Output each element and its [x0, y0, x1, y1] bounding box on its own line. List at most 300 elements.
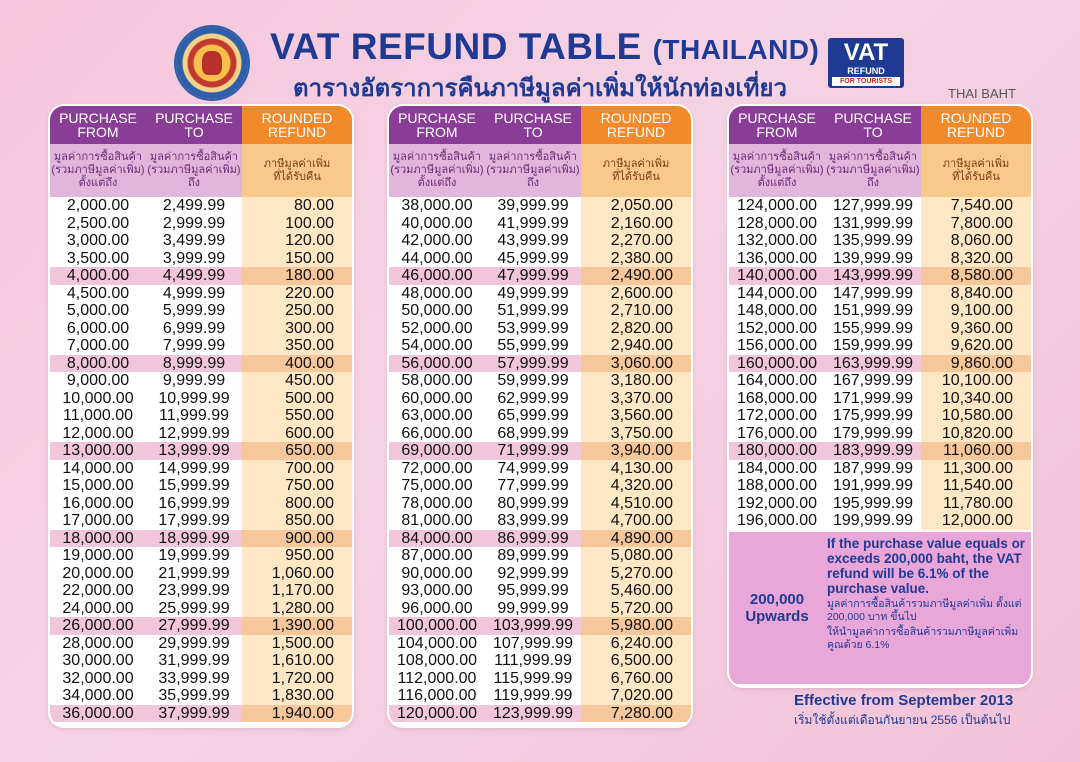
table-row [729, 250, 1031, 268]
purchase-from-cell: 128,000.00 [736, 214, 818, 232]
table-row [50, 617, 352, 635]
table-row [50, 582, 352, 600]
purchase-from-cell: 168,000.00 [736, 389, 818, 407]
purchase-to-cell: 187,999.99 [832, 459, 914, 477]
table-row [50, 652, 352, 670]
refund-cell: 1,830.00 [242, 687, 352, 705]
purchase-to-cell: 37,999.99 [146, 705, 242, 723]
purchase-from-cell: 3,500.00 [66, 249, 130, 267]
header-rounded-refund: ROUNDED REFUND [242, 106, 352, 144]
purchase-to-cell: 199,999.99 [832, 512, 914, 529]
purchase-to-cell: 107,999.99 [492, 634, 574, 652]
refund-cell: 700.00 [242, 460, 352, 478]
purchase-to-cell: 33,999.99 [158, 669, 230, 687]
refund-cell: 300.00 [242, 320, 352, 338]
purchase-from-cell: 148,000.00 [736, 302, 818, 319]
purchase-to-cell: 7,999.99 [162, 337, 226, 354]
refund-cell: 7,540.00 [921, 197, 1031, 215]
refund-cell: 10,820.00 [921, 425, 1031, 443]
table-row [389, 670, 691, 688]
effective-date: Effective from September 2013 [794, 692, 1014, 709]
purchase-to-cell: 15,999.99 [158, 477, 230, 494]
purchase-from-cell: 48,000.00 [401, 284, 473, 302]
table-row [50, 302, 352, 320]
table-row [50, 512, 352, 530]
table-row [50, 547, 352, 565]
refund-cell: 600.00 [242, 425, 352, 443]
table-row [389, 355, 691, 373]
purchase-to-cell: 147,999.99 [832, 284, 914, 302]
purchase-to-cell: 167,999.99 [832, 372, 914, 389]
table-row [50, 372, 352, 390]
purchase-to-cell: 18,999.99 [146, 530, 242, 548]
table-row [50, 267, 352, 285]
purchase-from-cell: 72,000.00 [401, 459, 473, 477]
refund-cell: 5,270.00 [581, 565, 691, 583]
logo-vat-text: VAT [843, 39, 889, 66]
table-row [389, 232, 691, 250]
table-row [50, 425, 352, 443]
purchase-to-cell: 12,999.99 [158, 424, 230, 442]
refund-cell: 250.00 [242, 302, 352, 320]
purchase-to-cell: 29,999.99 [158, 634, 230, 652]
purchase-from-cell: 75,000.00 [401, 477, 473, 494]
refund-cell: 3,560.00 [581, 407, 691, 425]
refund-cell: 4,320.00 [581, 477, 691, 495]
refund-cell: 180.00 [242, 267, 352, 285]
refund-cell: 8,840.00 [921, 285, 1031, 303]
refund-cell: 2,380.00 [581, 250, 691, 268]
refund-cell: 2,270.00 [581, 232, 691, 250]
refund-cell: 950.00 [242, 547, 352, 565]
purchase-to-cell: 151,999.99 [832, 302, 914, 319]
table-row [389, 460, 691, 478]
refund-cell: 3,940.00 [581, 442, 691, 460]
table-body [729, 197, 1031, 530]
purchase-to-cell: 86,999.99 [485, 530, 581, 548]
refund-cell: 3,180.00 [581, 372, 691, 390]
purchase-to-cell: 53,999.99 [497, 319, 569, 337]
purchase-to-cell: 3,499.99 [162, 232, 226, 249]
purchase-from-cell: 32,000.00 [62, 669, 134, 687]
purchase-from-cell: 11,000.00 [63, 407, 133, 424]
purchase-to-cell: 4,499.99 [146, 267, 242, 285]
refund-cell: 8,060.00 [921, 232, 1031, 250]
header-purchase-from-thai: มูลค่าการซื้อสินค้า (รวมภาษีมูลค่าเพิ่ม) ตั้งแต่ถึง [389, 144, 485, 197]
purchase-to-cell: 92,999.99 [497, 564, 569, 582]
table-row [50, 390, 352, 408]
purchase-to-cell: 115,999.99 [493, 669, 573, 687]
refund-cell: 7,020.00 [581, 687, 691, 705]
purchase-to-cell: 119,999.99 [493, 687, 573, 704]
purchase-from-cell: 192,000.00 [736, 494, 818, 512]
purchase-from-cell: 16,000.00 [62, 494, 134, 512]
purchase-to-cell: 139,999.99 [832, 249, 914, 267]
refund-cell: 1,610.00 [242, 652, 352, 670]
table-row [729, 215, 1031, 233]
table-header [729, 106, 1031, 197]
table-row [729, 267, 1031, 285]
refund-cell: 2,820.00 [581, 320, 691, 338]
purchase-to-cell: 39,999.99 [497, 197, 569, 214]
purchase-to-cell: 74,999.99 [497, 459, 569, 477]
purchase-to-cell: 123,999.99 [485, 705, 581, 723]
table-row [729, 512, 1031, 530]
table-row [729, 407, 1031, 425]
refund-cell: 220.00 [242, 285, 352, 303]
purchase-to-cell: 95,999.99 [497, 582, 569, 599]
table-row [389, 425, 691, 443]
purchase-to-cell: 103,999.99 [485, 617, 581, 635]
purchase-from-cell: 22,000.00 [62, 582, 134, 599]
purchase-to-cell: 127,999.99 [832, 197, 914, 214]
header-purchase-from-thai: มูลค่าการซื้อสินค้า (รวมภาษีมูลค่าเพิ่ม) ตั้งแต่ถึง [50, 144, 146, 197]
purchase-to-cell: 17,999.99 [158, 512, 230, 529]
table-row [389, 215, 691, 233]
table-row [50, 565, 352, 583]
purchase-from-cell: 176,000.00 [736, 424, 818, 442]
purchase-to-cell: 5,999.99 [162, 302, 226, 319]
refund-cell: 750.00 [242, 477, 352, 495]
purchase-from-cell: 164,000.00 [736, 372, 818, 389]
refund-cell: 9,860.00 [921, 355, 1031, 373]
table-row [50, 197, 352, 215]
table-row [50, 285, 352, 303]
table-row [389, 477, 691, 495]
refund-cell: 9,360.00 [921, 320, 1031, 338]
purchase-from-cell: 19,000.00 [62, 547, 134, 564]
purchase-from-cell: 84,000.00 [389, 530, 485, 548]
refund-cell: 4,130.00 [581, 460, 691, 478]
table-row [729, 355, 1031, 373]
purchase-from-cell: 160,000.00 [729, 355, 825, 373]
refund-cell: 8,320.00 [921, 250, 1031, 268]
purchase-from-cell: 6,000.00 [66, 319, 130, 337]
table-row [389, 530, 691, 548]
purchase-from-cell: 116,000.00 [397, 687, 477, 704]
purchase-from-cell: 42,000.00 [401, 232, 473, 249]
purchase-from-cell: 5,000.00 [66, 302, 130, 319]
purchase-from-cell: 8,000.00 [50, 355, 146, 373]
purchase-from-cell: 2,500.00 [66, 214, 130, 232]
purchase-from-cell: 188,000.00 [736, 477, 818, 494]
refund-cell: 8,580.00 [921, 267, 1031, 285]
purchase-from-cell: 44,000.00 [401, 249, 473, 267]
refund-cell: 11,060.00 [921, 442, 1031, 460]
refund-cell: 1,720.00 [242, 670, 352, 688]
table-row [389, 635, 691, 653]
purchase-from-cell: 112,000.00 [397, 669, 477, 687]
header-rounded-refund: ROUNDED REFUND [921, 106, 1031, 144]
refund-cell: 500.00 [242, 390, 352, 408]
refund-cell: 2,940.00 [581, 337, 691, 355]
purchase-from-cell: 108,000.00 [396, 652, 478, 669]
purchase-to-cell: 135,999.99 [832, 232, 914, 249]
table-row [729, 197, 1031, 215]
logo-tourists-text: FOR TOURISTS [832, 77, 900, 86]
refund-cell: 2,710.00 [581, 302, 691, 320]
purchase-to-cell: 143,999.99 [825, 267, 921, 285]
table-row [729, 320, 1031, 338]
header-rounded-refund-thai: ภาษีมูลค่าเพิ่ม ที่ได้รับคืน [242, 144, 352, 197]
table-row [50, 705, 352, 723]
table-row [389, 495, 691, 513]
purchase-to-cell: 65,999.99 [497, 407, 569, 424]
table-row [50, 442, 352, 460]
refund-cell: 10,580.00 [921, 407, 1031, 425]
table-row [389, 547, 691, 565]
purchase-to-cell: 45,999.99 [497, 249, 569, 267]
purchase-from-cell: 34,000.00 [62, 687, 134, 704]
purchase-to-cell: 8,999.99 [146, 355, 242, 373]
purchase-from-cell: 136,000.00 [736, 249, 818, 267]
purchase-to-cell: 163,999.99 [825, 355, 921, 373]
table-row [50, 530, 352, 548]
refund-cell: 4,700.00 [581, 512, 691, 530]
refund-cell: 2,160.00 [581, 215, 691, 233]
purchase-to-cell: 19,999.99 [158, 547, 230, 564]
purchase-from-cell: 2,000.00 [66, 197, 130, 214]
table-row [729, 232, 1031, 250]
table-row [389, 407, 691, 425]
purchase-from-cell: 69,000.00 [389, 442, 485, 460]
purchase-to-cell: 3,999.99 [162, 249, 226, 267]
purchase-to-cell: 62,999.99 [497, 389, 569, 407]
table-row [389, 390, 691, 408]
refund-cell: 80.00 [242, 197, 352, 215]
purchase-to-cell: 51,999.99 [497, 302, 569, 319]
refund-table-3 [729, 106, 1031, 686]
refund-cell: 1,940.00 [242, 705, 352, 723]
table-row [389, 320, 691, 338]
table-body [50, 197, 352, 722]
purchase-from-cell: 124,000.00 [736, 197, 818, 214]
refund-cell: 4,890.00 [581, 530, 691, 548]
purchase-to-cell: 14,999.99 [158, 459, 230, 477]
purchase-from-cell: 13,000.00 [50, 442, 146, 460]
title-suffix: (THAILAND) [652, 34, 820, 65]
table-row [389, 565, 691, 583]
table-row [389, 372, 691, 390]
purchase-to-cell: 4,999.99 [162, 284, 226, 302]
purchase-from-cell: 96,000.00 [401, 599, 473, 617]
refund-cell: 7,280.00 [581, 705, 691, 723]
refund-cell: 12,000.00 [921, 512, 1031, 530]
refund-cell: 1,280.00 [242, 600, 352, 618]
purchase-to-cell: 155,999.99 [832, 319, 914, 337]
purchase-to-cell: 99,999.99 [497, 599, 569, 617]
refund-cell: 120.00 [242, 232, 352, 250]
purchase-to-cell: 171,999.99 [832, 389, 914, 407]
table-row [50, 477, 352, 495]
upwards-section [729, 532, 1031, 684]
purchase-from-cell: 30,000.00 [62, 652, 134, 669]
refund-cell: 11,540.00 [921, 477, 1031, 495]
refund-cell: 4,510.00 [581, 495, 691, 513]
header-purchase-from: PURCHASE FROM [729, 106, 825, 144]
table-row [389, 267, 691, 285]
refund-cell: 3,060.00 [581, 355, 691, 373]
purchase-from-cell: 17,000.00 [62, 512, 134, 529]
table-row [50, 460, 352, 478]
purchase-to-cell: 71,999.99 [485, 442, 581, 460]
refund-cell: 5,080.00 [581, 547, 691, 565]
table-row [50, 635, 352, 653]
purchase-from-cell: 66,000.00 [401, 424, 473, 442]
purchase-to-cell: 10,999.99 [158, 389, 230, 407]
refund-cell: 450.00 [242, 372, 352, 390]
table-row [389, 705, 691, 723]
table-row [389, 617, 691, 635]
purchase-from-cell: 132,000.00 [736, 232, 818, 249]
header-purchase-to-thai: มูลค่าการซื้อสินค้า (รวมภาษีมูลค่าเพิ่ม) ถึง [146, 144, 242, 197]
purchase-from-cell: 58,000.00 [401, 372, 473, 389]
purchase-to-cell: 2,499.99 [162, 197, 226, 214]
logo-refund-text: REFUND [847, 66, 885, 76]
refund-table-1 [50, 106, 352, 726]
table-row [50, 600, 352, 618]
table-header [389, 106, 691, 197]
purchase-from-cell: 28,000.00 [62, 634, 134, 652]
purchase-from-cell: 90,000.00 [401, 564, 473, 582]
purchase-to-cell: 59,999.99 [497, 372, 569, 389]
purchase-from-cell: 40,000.00 [401, 214, 473, 232]
purchase-from-cell: 36,000.00 [50, 705, 146, 723]
purchase-to-cell: 25,999.99 [158, 599, 230, 617]
purchase-from-cell: 56,000.00 [389, 355, 485, 373]
purchase-to-cell: 80,999.99 [497, 494, 569, 512]
table-row [50, 407, 352, 425]
page-subtitle-thai: ตารางอัตราการคืนภาษีมูลค่าเพิ่มให้นักท่องเที่ยว [293, 75, 787, 102]
header-purchase-to: PURCHASE TO [485, 106, 581, 144]
refund-cell: 850.00 [242, 512, 352, 530]
purchase-to-cell: 35,999.99 [158, 687, 230, 704]
refund-table-2 [389, 106, 691, 726]
table-row [729, 477, 1031, 495]
purchase-to-cell: 2,999.99 [162, 214, 226, 232]
purchase-to-cell: 195,999.99 [832, 494, 914, 512]
table-row [729, 372, 1031, 390]
purchase-from-cell: 100,000.00 [389, 617, 485, 635]
table-row [729, 285, 1031, 303]
purchase-from-cell: 14,000.00 [62, 459, 134, 477]
refund-cell: 6,760.00 [581, 670, 691, 688]
purchase-to-cell: 55,999.99 [497, 337, 569, 354]
table-row [50, 670, 352, 688]
purchase-from-cell: 7,000.00 [66, 337, 130, 354]
title-main: VAT REFUND TABLE [270, 26, 642, 67]
purchase-from-cell: 152,000.00 [736, 319, 818, 337]
table-row [50, 687, 352, 705]
upwards-note-thai-2: ให้นำมูลค่าการซื้อสินค้ารวมภาษีมูลค่าเพิ่ม คูณด้วย 6.1% [827, 625, 1019, 651]
purchase-from-cell: 12,000.00 [62, 424, 134, 442]
refund-cell: 2,600.00 [581, 285, 691, 303]
table-row [50, 495, 352, 513]
refund-cell: 350.00 [242, 337, 352, 355]
refund-cell: 3,370.00 [581, 390, 691, 408]
effective-date-thai: เริ่มใช้ตั้งแต่เดือนกันยายน 2556 เป็นต้นไป [794, 713, 1011, 727]
upwards-note-english: If the purchase value equals or exceeds 200,000 baht, the VAT refund will be 6.1% of the purchase value. [827, 535, 1026, 596]
purchase-from-cell: 3,000.00 [66, 232, 130, 249]
table-row [389, 337, 691, 355]
seal-emblem-icon [202, 51, 222, 75]
purchase-to-cell: 68,999.99 [497, 424, 569, 442]
purchase-to-cell: 111,999.99 [494, 652, 572, 669]
refund-cell: 10,340.00 [921, 390, 1031, 408]
header-purchase-to: PURCHASE TO [146, 106, 242, 144]
upwards-label: 200,000 Upwards [745, 590, 809, 625]
table-row [729, 425, 1031, 443]
table-row [389, 442, 691, 460]
refund-cell: 100.00 [242, 215, 352, 233]
purchase-to-cell: 183,999.99 [825, 442, 921, 460]
table-row [50, 250, 352, 268]
purchase-from-cell: 196,000.00 [736, 512, 818, 529]
refund-cell: 2,050.00 [581, 197, 691, 215]
refund-cell: 5,980.00 [581, 617, 691, 635]
purchase-to-cell: 6,999.99 [162, 319, 226, 337]
purchase-to-cell: 89,999.99 [497, 547, 569, 564]
refund-cell: 1,390.00 [242, 617, 352, 635]
purchase-from-cell: 52,000.00 [401, 319, 473, 337]
table-row [389, 687, 691, 705]
purchase-to-cell: 77,999.99 [497, 477, 569, 494]
purchase-to-cell: 27,999.99 [146, 617, 242, 635]
purchase-to-cell: 49,999.99 [497, 284, 569, 302]
table-row [389, 582, 691, 600]
table-row [729, 337, 1031, 355]
purchase-from-cell: 38,000.00 [401, 197, 473, 214]
purchase-to-cell: 191,999.99 [832, 477, 914, 494]
table-header [50, 106, 352, 197]
refund-cell: 9,100.00 [921, 302, 1031, 320]
currency-label: THAI BAHT [948, 86, 1016, 101]
refund-cell: 400.00 [242, 355, 352, 373]
refund-cell: 800.00 [242, 495, 352, 513]
purchase-from-cell: 180,000.00 [729, 442, 825, 460]
refund-cell: 7,800.00 [921, 215, 1031, 233]
purchase-from-cell: 46,000.00 [389, 267, 485, 285]
header-purchase-from: PURCHASE FROM [389, 106, 485, 144]
refund-cell: 2,490.00 [581, 267, 691, 285]
purchase-from-cell: 87,000.00 [401, 547, 473, 564]
purchase-to-cell: 43,999.99 [497, 232, 569, 249]
purchase-from-cell: 4,500.00 [66, 284, 130, 302]
purchase-to-cell: 41,999.99 [497, 214, 569, 232]
page-title [270, 26, 820, 68]
table-row [729, 442, 1031, 460]
purchase-from-cell: 184,000.00 [736, 459, 818, 477]
table-row [729, 302, 1031, 320]
purchase-from-cell: 144,000.00 [736, 284, 818, 302]
purchase-from-cell: 120,000.00 [389, 705, 485, 723]
purchase-to-cell: 21,999.99 [158, 564, 230, 582]
purchase-from-cell: 15,000.00 [62, 477, 134, 494]
refund-cell: 900.00 [242, 530, 352, 548]
table-row [389, 600, 691, 618]
refund-cell: 650.00 [242, 442, 352, 460]
table-row [729, 460, 1031, 478]
purchase-from-cell: 24,000.00 [62, 599, 134, 617]
purchase-to-cell: 9,999.99 [162, 372, 226, 389]
refund-cell: 1,170.00 [242, 582, 352, 600]
header-rounded-refund-thai: ภาษีมูลค่าเพิ่ม ที่ได้รับคืน [581, 144, 691, 197]
purchase-to-cell: 159,999.99 [832, 337, 914, 354]
vat-refund-logo [828, 38, 904, 88]
table-row [50, 215, 352, 233]
refund-cell: 11,300.00 [921, 460, 1031, 478]
table-row [729, 495, 1031, 513]
